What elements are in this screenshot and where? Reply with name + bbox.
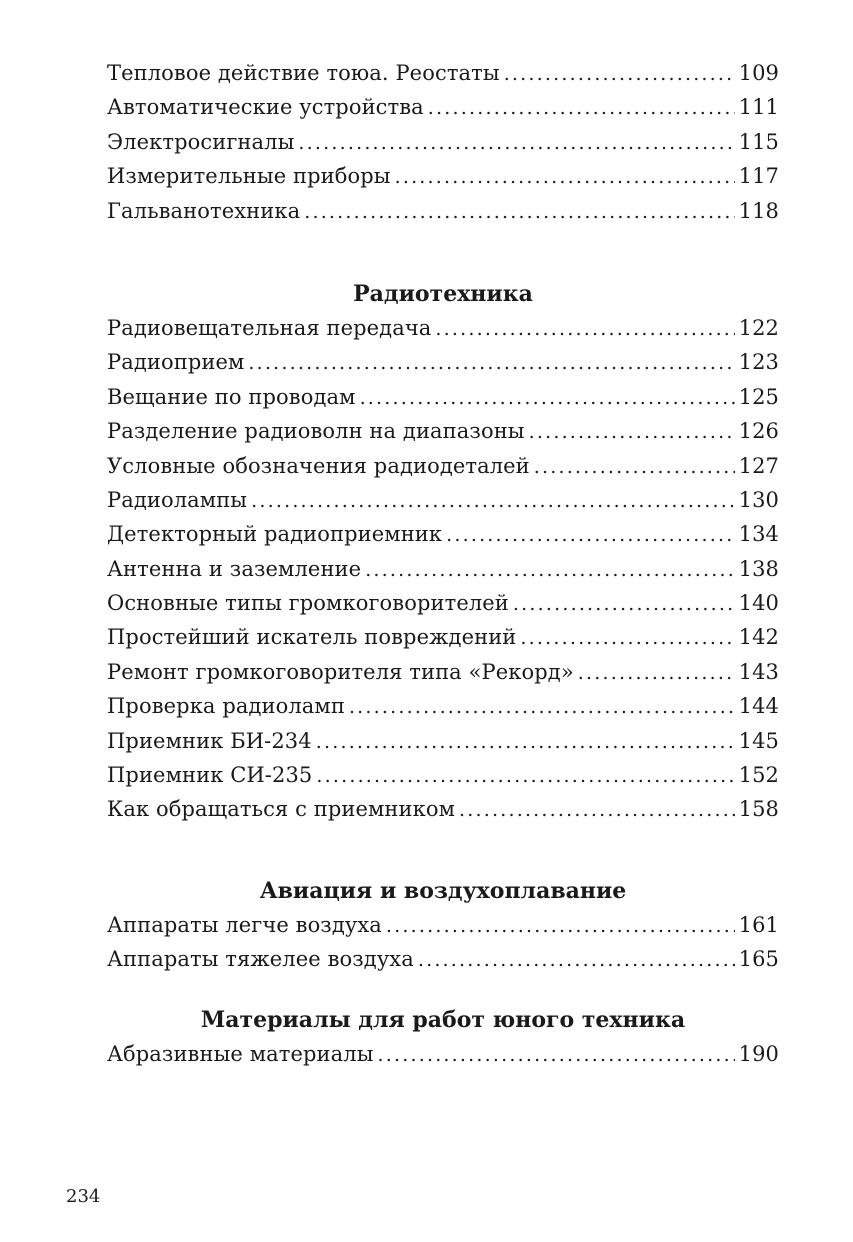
toc-entry-title: Аппараты легче воздуха <box>107 912 382 937</box>
toc-entry-title: Разделение радиоволн на диапазоны <box>107 419 525 444</box>
section-heading: Радиотехника <box>353 280 533 307</box>
toc-entry <box>107 758 779 792</box>
toc-entry <box>107 689 779 723</box>
toc-entry-title: Вещание по проводам <box>107 384 356 409</box>
toc-entry-title: Ремонт громкоговорителя типа «Рекорд» <box>107 659 574 684</box>
toc-leader-dots <box>360 381 735 415</box>
toc-entry <box>107 517 779 551</box>
toc-entry-page: 122 <box>738 315 779 340</box>
toc-entry-page: 138 <box>738 556 779 581</box>
toc-leader-dots <box>251 484 734 518</box>
toc-entry-page: 111 <box>738 95 779 120</box>
toc-section-materials <box>107 1003 779 1071</box>
toc-leader-dots <box>418 943 735 977</box>
toc-entry-page: 158 <box>738 797 779 822</box>
toc-leader-dots <box>459 793 735 827</box>
toc-leader-dots <box>378 1038 735 1072</box>
toc-entry-page: 142 <box>738 625 779 650</box>
toc-leader-dots <box>578 656 735 690</box>
toc-leader-dots <box>365 553 734 587</box>
toc-entry-page: 125 <box>738 384 779 409</box>
toc-entry-page: 144 <box>738 694 779 719</box>
toc-entry-title: Как обращаться с приемником <box>107 797 456 822</box>
toc-entry <box>107 90 779 124</box>
section-heading: Материалы для работ юного техника <box>200 1006 686 1033</box>
toc-entry-page: 117 <box>738 164 779 189</box>
toc-entry <box>107 56 779 90</box>
toc-entry <box>107 586 779 620</box>
toc-leader-dots <box>529 415 735 449</box>
toc-leader-dots <box>534 450 735 484</box>
toc-entry-title: Условные обозначения радиодеталей <box>107 453 530 478</box>
toc-leader-dots <box>520 621 734 655</box>
toc-entry-title: Гальванотехника <box>107 198 301 223</box>
toc-leader-dots <box>428 91 735 125</box>
toc-entry <box>107 345 779 379</box>
toc-entry-page: 161 <box>738 912 779 937</box>
toc-leader-dots <box>298 126 734 160</box>
toc-entry-page: 115 <box>738 129 779 154</box>
toc-entry <box>107 942 779 976</box>
toc-leader-dots <box>446 518 735 552</box>
toc-entry-title: Радиоприем <box>107 350 245 375</box>
toc-section-electrical <box>107 56 779 228</box>
toc-entry-title: Проверка радиоламп <box>107 694 345 719</box>
toc-entry-title: Измерительные приборы <box>107 164 391 189</box>
toc-entry-title: Радиолампы <box>107 487 248 512</box>
toc-entry <box>107 449 779 483</box>
toc-entry-page: 140 <box>738 591 779 616</box>
toc-entry-title: Приемник СИ-235 <box>107 763 313 788</box>
toc-entry-title: Детекторный радиоприемник <box>107 522 443 547</box>
toc-entry <box>107 311 779 345</box>
toc-entry <box>107 1037 779 1071</box>
toc-leader-dots <box>435 312 734 346</box>
toc-entry-page: 118 <box>738 198 779 223</box>
toc-entry <box>107 159 779 193</box>
toc-entry <box>107 483 779 517</box>
toc-entry-title: Приемник БИ-234 <box>107 728 312 753</box>
toc-entry <box>107 620 779 654</box>
toc-entry-page: 145 <box>738 728 779 753</box>
toc-entry <box>107 380 779 414</box>
toc-leader-dots <box>395 160 735 194</box>
table-of-contents <box>107 56 779 1071</box>
toc-entry <box>107 655 779 689</box>
toc-leader-dots <box>349 690 735 724</box>
toc-entry-title: Тепловое действие тоюа. Реостаты <box>107 61 500 85</box>
toc-entry-page: 143 <box>738 659 779 684</box>
toc-entry-page: 126 <box>738 419 779 444</box>
toc-section-radio <box>107 277 779 827</box>
toc-entry-page: 130 <box>738 487 779 512</box>
toc-entry-title: Радиовещательная передача <box>107 315 432 340</box>
toc-entry-page: 152 <box>738 763 779 788</box>
toc-entry-title: Абразивные материалы <box>107 1041 374 1066</box>
toc-leader-dots <box>316 759 734 793</box>
toc-entry-page: 109 <box>738 61 779 85</box>
toc-entry-page: 127 <box>738 453 779 478</box>
toc-entry <box>107 724 779 758</box>
section-heading: Авиация и воздухоплавание <box>259 877 627 904</box>
toc-leader-dots <box>248 346 734 380</box>
toc-entry-title: Простейший искатель повреждений <box>107 625 517 650</box>
toc-entry <box>107 792 779 826</box>
toc-entry-page: 190 <box>738 1041 779 1066</box>
toc-entry <box>107 414 779 448</box>
toc-leader-dots <box>513 587 735 621</box>
toc-entry-title: Аппараты тяжелее воздуха <box>107 947 414 972</box>
toc-entry-page: 165 <box>738 947 779 972</box>
toc-entry-title: Антенна и заземление <box>107 556 362 581</box>
toc-entry-title: Основные типы громкоговорителей <box>107 591 509 616</box>
toc-entry <box>107 125 779 159</box>
toc-entry <box>107 194 779 228</box>
toc-leader-dots <box>504 57 735 91</box>
toc-leader-dots <box>386 909 735 943</box>
toc-entry-title: Автоматические устройства <box>107 95 424 120</box>
toc-entry-page: 123 <box>738 350 779 375</box>
toc-entry <box>107 908 779 942</box>
toc-section-aviation <box>107 874 779 977</box>
toc-entry <box>107 552 779 586</box>
toc-entry-page: 134 <box>738 522 779 547</box>
toc-entry-title: Электросигналы <box>107 129 295 154</box>
page-number: 234 <box>66 1186 101 1207</box>
toc-leader-dots <box>304 195 734 229</box>
toc-leader-dots <box>316 725 735 759</box>
